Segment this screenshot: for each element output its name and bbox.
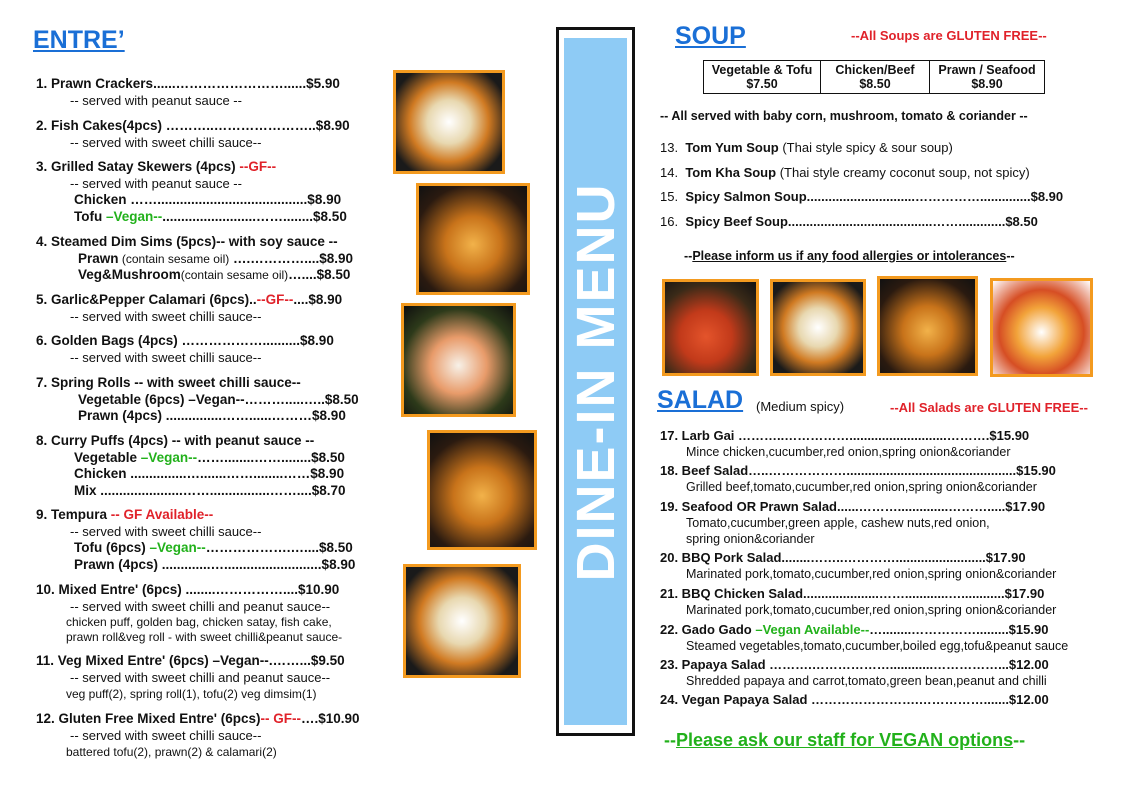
item-price: ….$10.90 <box>301 711 360 726</box>
item-number: 15. <box>660 189 679 204</box>
item-desc: Grilled beef,tomato,cucumber,red onion,spring onion&coriander <box>686 480 1037 494</box>
item-name: 12. Gluten Free Mixed Entre' (6pcs) <box>36 711 261 726</box>
item-name: 5. Garlic&Pepper Calamari (6pcs).. <box>36 292 257 307</box>
item-desc: veg puff(2), spring roll(1), tofu(2) veg dimsim(1) <box>66 687 317 701</box>
food-photo-prawn-crackers <box>393 70 505 174</box>
menu-item <box>36 653 396 703</box>
soup-item <box>660 214 1100 230</box>
price-label: Chicken <box>74 192 127 207</box>
item-line: 1. Prawn Crackers......……………………......$5.90 <box>36 76 340 91</box>
menu-item <box>36 118 396 151</box>
price-line <box>36 450 396 467</box>
item-sub: -- served with sweet chilli and peanut sauce-- <box>70 598 331 614</box>
price-line: Chicken ...............….......……........……$8.90 <box>74 466 345 481</box>
footer-text: Please ask our staff for VEGAN options <box>676 730 1014 750</box>
item-desc: Marinated pork,tomato,cucumber,red onion,spring onion&coriander <box>686 603 1057 617</box>
item-name: Spicy Salmon Soup <box>685 189 807 204</box>
gf-badge: -- GF Available-- <box>110 507 214 522</box>
vegan-badge: –Vegan-- <box>105 208 163 224</box>
item-price: ..............................……………..............$8.90 <box>806 189 1064 204</box>
price-label: Prawn <box>78 250 119 266</box>
salad-item <box>660 586 1100 618</box>
soup-item <box>660 165 1100 181</box>
price-note: (contain sesame oil) <box>118 251 230 266</box>
item-line <box>660 622 1100 638</box>
item-line: 24. Vegan Papaya Salad …………………….…………….......$12.00 <box>660 692 1049 707</box>
item-sub: -- served with sweet chilli and peanut sauce-- <box>70 669 331 685</box>
price-value: ……........................................$8.90 <box>126 192 342 207</box>
food-photo-tom-kha <box>770 279 866 376</box>
gf-badge: --GF-- <box>239 159 277 174</box>
item-line: 17. Larb Gai ………..……………...........................……….$15.90 <box>660 428 1030 443</box>
item-number: 14. <box>660 165 679 180</box>
item-sub: -- served with sweet chilli sauce-- <box>70 523 262 539</box>
salad-item <box>660 550 1100 582</box>
soup-item <box>660 140 1100 156</box>
price-value: .........................……........$8.50 <box>162 208 347 224</box>
soup-option-cell <box>821 61 930 94</box>
item-line: 21. BBQ Chicken Salad.....................……............…............$17.90 <box>660 586 1045 601</box>
gf-badge: -- GF-- <box>260 711 302 726</box>
menu-item <box>36 375 396 425</box>
price-line <box>36 251 396 268</box>
item-sub: -- served with peanut sauce -- <box>70 175 242 191</box>
salad-item <box>660 622 1100 654</box>
allergy-note <box>684 249 1015 263</box>
item-line <box>36 507 396 524</box>
salad-item <box>660 499 1100 547</box>
allergy-text: Please inform us if any food allergies or intolerances <box>692 249 1007 263</box>
soup-item <box>660 189 1100 205</box>
item-price: ........................................…….............$8.50 <box>787 214 1038 229</box>
item-line <box>36 653 396 670</box>
salad-item <box>660 463 1100 495</box>
soup-option-cell <box>704 61 821 94</box>
vegan-badge: –Vegan Available-- <box>755 622 870 637</box>
item-price: ....$8.90 <box>293 292 343 307</box>
soup-option-label: Vegetable & Tofu <box>711 63 813 77</box>
item-name: 11. Veg Mixed Entre' (6pcs) <box>36 653 213 668</box>
item-number: 16. <box>660 214 679 229</box>
item-desc: prawn roll&veg roll - with sweet chilli&peanut sauce- <box>66 629 343 644</box>
banner-fill <box>564 38 627 725</box>
item-desc: Steamed vegetables,tomato,cucumber,boiled egg,tofu&peanut sauce <box>686 639 1069 653</box>
item-line: 6. Golden Bags (4pcs) ………………..........$8.90 <box>36 333 334 348</box>
item-desc: (Thai style spicy & sour soup) <box>778 140 953 155</box>
soup-gf-note: --All Soups are GLUTEN FREE-- <box>851 28 1047 43</box>
item-desc: Shredded papaya and carrot,tomato,green bean,peanut and chilli <box>686 674 1047 688</box>
soup-option-price: $8.90 <box>971 77 1003 91</box>
footer-dash: -- <box>664 730 676 750</box>
salad-subtitle: (Medium spicy) <box>756 399 845 414</box>
item-name: 22. Gado Gado <box>660 622 756 637</box>
soup-option-label: Chicken/Beef <box>835 63 915 77</box>
item-desc: battered tofu(2), prawn(2) & calamari(2) <box>66 745 277 759</box>
item-line: 8. Curry Puffs (4pcs) -- with peanut sauce -- <box>36 433 315 448</box>
item-name: 3. Grilled Satay Skewers (4pcs) <box>36 159 240 174</box>
price-value: ……........……........$8.50 <box>197 449 345 465</box>
item-desc: (Thai style creamy coconut soup, not spicy) <box>776 165 1030 180</box>
item-line <box>36 292 396 309</box>
item-line: 7. Spring Rolls -- with sweet chilli sauce-- <box>36 375 301 390</box>
menu-item <box>36 234 396 284</box>
food-photo-seafood-soup <box>877 276 978 376</box>
item-line: 23. Papaya Salad ……….………………............……………...$12.00 <box>660 657 1049 672</box>
item-price: .……...$9.50 <box>268 653 345 668</box>
food-photo-golden-bags <box>416 183 530 295</box>
item-desc: Marinated pork,tomato,cucumber,red onion,spring onion&coriander <box>686 567 1057 581</box>
item-line: 18. Beef Salad…..………………...............................................$15.90 <box>660 463 1056 478</box>
price-value: …....$8.50 <box>288 267 351 282</box>
item-name: Tom Yum Soup <box>685 140 779 155</box>
footer-dash: -- <box>1013 730 1026 750</box>
item-name: 9. Tempura <box>36 507 111 522</box>
item-line <box>36 159 396 176</box>
vegan-badge: –Vegan-- <box>149 540 206 555</box>
price-line <box>36 209 396 226</box>
vegan-badge: –Vegan-- <box>212 653 269 668</box>
item-name: Spicy Beef Soup <box>685 214 788 229</box>
price-label: Vegetable <box>74 449 141 465</box>
dine-in-banner <box>556 27 635 736</box>
entre-title: ENTRE’ <box>33 26 125 54</box>
soup-option-label: Prawn / Seafood <box>938 63 1036 77</box>
item-desc: Mince chicken,cucumber,red onion,spring onion&coriander <box>686 445 1011 459</box>
item-number: 13. <box>660 140 679 155</box>
salad-item <box>660 428 1100 460</box>
salad-gf-note: --All Salads are GLUTEN FREE-- <box>890 400 1088 415</box>
item-sub: -- served with sweet chilli sauce-- <box>70 727 262 743</box>
item-line: 19. Seafood OR Prawn Salad......………..............……….....$17.90 <box>660 499 1046 514</box>
allergy-dash: -- <box>684 249 693 263</box>
price-value: ……………….…....$8.50 <box>205 540 353 555</box>
price-line <box>36 192 396 209</box>
price-label: Tofu <box>74 208 106 224</box>
allergy-dash: -- <box>1006 249 1015 263</box>
item-sub: -- served with peanut sauce -- <box>70 92 242 108</box>
item-desc: chicken puff, golden bag, chicken satay, fish cake, <box>66 615 332 629</box>
soup-price-table <box>703 60 1045 94</box>
price-line <box>36 267 396 284</box>
item-sub: -- served with sweet chilli sauce-- <box>70 134 262 150</box>
price-value: ….…………....$8.90 <box>229 250 354 266</box>
food-photo-mixed-entre <box>403 564 521 678</box>
menu-item <box>36 507 396 573</box>
soup-option-price: $8.50 <box>859 77 891 91</box>
soup-option-cell <box>930 61 1045 94</box>
item-desc: spring onion&coriander <box>686 532 815 546</box>
menu-item <box>36 711 396 761</box>
item-price: …........…………….........$15.90 <box>869 622 1049 637</box>
soup-served-note: -- All served with baby corn, mushroom, tomato & coriander -- <box>660 109 1028 123</box>
salad-item <box>660 657 1100 689</box>
item-line: 4. Steamed Dim Sims (5pcs)-- with soy sauce -- <box>36 234 338 249</box>
price-note: (contain sesame oil) <box>180 268 289 282</box>
menu-item <box>36 582 396 644</box>
menu-item <box>36 333 396 366</box>
food-photo-curry-puffs <box>427 430 537 550</box>
price-line: Mix ......................……................……....$8.70 <box>74 482 346 498</box>
menu-item <box>36 159 396 225</box>
menu-item <box>36 433 396 499</box>
food-photo-papaya-salad <box>990 278 1093 377</box>
salad-title: SALAD <box>657 386 744 414</box>
price-label: Tofu (6pcs) <box>74 540 150 555</box>
food-photo-spring-rolls <box>401 303 516 417</box>
item-line <box>36 711 396 728</box>
item-sub: -- served with sweet chilli sauce-- <box>70 308 262 324</box>
price-line: Prawn (4pcs) .............…..........................$8.90 <box>74 556 356 572</box>
item-line: 10. Mixed Entre' (6pcs) ........……………....$10.90 <box>36 582 340 597</box>
menu-item <box>36 292 396 325</box>
banner-text: DINE-IN MENU <box>565 182 626 581</box>
menu-item <box>36 76 396 109</box>
salad-item <box>660 692 1100 708</box>
food-photo-tom-yum <box>662 279 759 376</box>
price-line <box>36 540 396 557</box>
item-desc: Tomato,cucumber,green apple, cashew nuts,red onion, <box>686 516 990 530</box>
item-line: 20. BBQ Pork Salad........……..………….........................$17.90 <box>660 550 1026 565</box>
soup-title: SOUP <box>675 22 746 50</box>
price-line: Prawn (4pcs) ...............……......………$8.90 <box>78 408 346 423</box>
price-label: Veg&Mushroom <box>78 267 181 282</box>
price-line: Vegetable (6pcs) –Vegan--……….....…..$8.50 <box>78 391 359 407</box>
soup-option-price: $7.50 <box>746 77 778 91</box>
gf-badge: --GF-- <box>256 292 294 307</box>
item-line: 2. Fish Cakes(4pcs) ………..…………………..$8.90 <box>36 118 350 133</box>
vegan-badge: –Vegan-- <box>140 449 198 465</box>
vegan-footer <box>664 730 1025 751</box>
item-sub: -- served with sweet chilli sauce-- <box>70 349 262 365</box>
item-name: Tom Kha Soup <box>685 165 777 180</box>
